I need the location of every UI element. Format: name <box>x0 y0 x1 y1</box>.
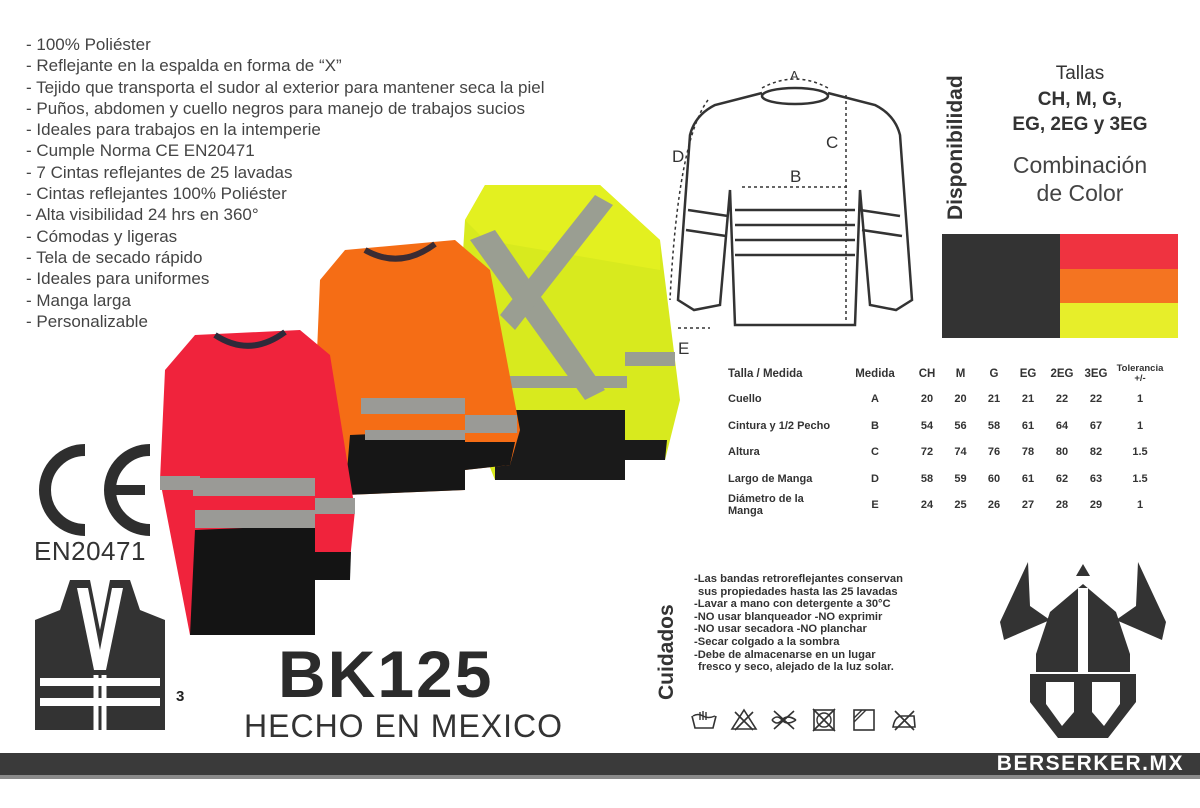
table-cell-tol: 1.5 <box>1132 446 1148 459</box>
care-icons <box>690 708 918 732</box>
table-cell-name: Cintura y 1/2 Pecho <box>728 419 831 432</box>
diagram-label-e: E <box>678 339 690 358</box>
feature-item: - Cumple Norma CE EN20471 <box>26 140 544 161</box>
table-cell-g: 76 <box>987 446 1001 459</box>
header-3eg: 3EG <box>1084 368 1108 380</box>
care-line: -Las bandas retroreflejantes conservan <box>694 573 903 585</box>
color-swatches <box>942 234 1178 338</box>
table-cell-eg2: 64 <box>1055 419 1069 432</box>
header-g: G <box>989 368 999 380</box>
table-cell-tol: 1 <box>1136 393 1144 406</box>
table-cell-eg3: 29 <box>1089 499 1103 512</box>
feature-item: - Cintas reflejantes 100% Poliéster <box>26 183 544 204</box>
table-cell-g: 21 <box>987 393 1001 406</box>
table-row <box>728 492 1167 519</box>
size-table <box>728 362 1167 519</box>
availability-title: Disponibilidad <box>944 75 967 220</box>
table-cell-measure: D <box>871 472 879 485</box>
feature-item: - Cómodas y ligeras <box>26 226 544 247</box>
care-line: -NO usar secadora -NO planchar <box>694 623 867 636</box>
table-cell-name: Altura <box>728 446 760 459</box>
header-eg: EG <box>1019 368 1037 380</box>
care-line: -Debe de almacenarse en un lugar <box>694 648 876 661</box>
header-name: Talla / Medida <box>728 368 803 380</box>
feature-item: - Ideales para trabajos en la intemperie <box>26 119 544 140</box>
swatch-orange <box>1060 269 1178 304</box>
table-cell-tol: 1.5 <box>1132 472 1148 485</box>
no-bleach-icon <box>730 708 758 732</box>
table-cell-eg3: 67 <box>1089 419 1103 432</box>
table-cell-eg2: 80 <box>1055 446 1069 459</box>
table-row <box>728 386 1167 413</box>
table-cell-g: 60 <box>987 472 1001 485</box>
table-cell-ch: 58 <box>920 472 934 485</box>
sizes-line: CH, M, G, <box>1037 89 1123 110</box>
table-cell-name: Diámetro de la Manga <box>728 493 804 518</box>
diagram-label-a: A <box>790 68 799 83</box>
no-iron-icon <box>890 708 918 732</box>
table-cell-eg2: 22 <box>1055 393 1069 406</box>
table-cell-m: 25 <box>954 499 967 512</box>
table-cell-eg: 61 <box>1021 472 1035 485</box>
table-cell-eg2: 62 <box>1055 472 1069 485</box>
safety-vest-icon <box>30 580 170 730</box>
class-label: 3 <box>176 688 185 705</box>
feature-item: - Personalizable <box>26 311 544 332</box>
viking-helmet-logo <box>990 562 1176 742</box>
color-combination-title: Combinación <box>1012 152 1148 178</box>
table-cell-eg: 21 <box>1021 393 1035 406</box>
feature-item: - 100% Poliéster <box>26 34 544 55</box>
feature-item: - Reflejante en la espalda en forma de “X” <box>26 55 544 76</box>
diagram-label-d: D <box>672 147 685 166</box>
table-cell-measure: E <box>871 499 879 512</box>
red-shirt-icon <box>160 330 355 635</box>
table-cell-eg3: 22 <box>1089 393 1103 406</box>
table-cell-measure: C <box>871 446 879 459</box>
feature-item: - 7 Cintas reflejantes de 25 lavadas <box>26 162 544 183</box>
color-combination-title: de Color <box>1036 180 1124 206</box>
header-m: M <box>955 368 966 380</box>
table-cell-eg3: 63 <box>1089 472 1103 485</box>
feature-item: - Tela de secado rápido <box>26 247 544 268</box>
header-measure: Medida <box>855 368 895 380</box>
feature-item: - Manga larga <box>26 290 544 311</box>
table-cell-m: 74 <box>954 446 967 459</box>
care-line: sus propiedades hasta las 25 lavadas <box>698 585 898 598</box>
sizes-line: EG, 2EG y 3EG <box>1012 114 1148 135</box>
feature-item: - Alta visibilidad 24 hrs en 360° <box>26 204 544 225</box>
no-wring-icon <box>770 708 798 732</box>
feature-item: - Ideales para uniformes <box>26 268 544 289</box>
care-line: -Lavar a mano con detergente a 30°C <box>694 598 891 611</box>
dry-in-shade-icon <box>850 708 878 732</box>
sizes-title: Tallas <box>1055 63 1105 84</box>
brand-site: BERSERKER.MX <box>996 752 1184 775</box>
care-line: -Secar colgado a la sombra <box>694 635 840 648</box>
table-row <box>728 466 1167 493</box>
table-header-row <box>728 362 1167 386</box>
table-cell-m: 56 <box>954 419 967 432</box>
feature-item: - Puños, abdomen y cuello negros para manejo de trabajos sucios <box>26 98 544 119</box>
hand-wash-30-icon <box>690 708 718 732</box>
shirts-image <box>155 180 695 640</box>
table-cell-g: 58 <box>987 419 1001 432</box>
table-cell-eg: 27 <box>1021 499 1035 512</box>
table-cell-measure: A <box>871 393 879 406</box>
header-ch: CH <box>918 368 936 380</box>
care-line: fresco y seco, alejado de la luz solar. <box>698 661 894 674</box>
table-cell-ch: 72 <box>920 446 934 459</box>
table-cell-eg: 78 <box>1021 446 1035 459</box>
no-tumble-dry-icon <box>810 708 838 732</box>
diagram-label-c: C <box>826 133 839 152</box>
swatch-black <box>942 234 1060 338</box>
table-cell-name: Cuello <box>728 393 762 406</box>
diagram-label-b: B <box>790 167 802 186</box>
care-title: Cuidados <box>655 604 678 700</box>
care-line: -NO usar blanqueador -NO exprimir <box>694 610 883 623</box>
table-cell-measure: B <box>871 419 879 432</box>
table-cell-m: 59 <box>954 472 967 485</box>
ce-mark-icon <box>30 440 160 540</box>
norm-label: EN20471 <box>34 536 146 566</box>
care-list <box>694 573 903 674</box>
measurement-diagram <box>660 60 930 360</box>
model-name: BK125 <box>278 637 494 711</box>
table-cell-eg: 61 <box>1021 419 1035 432</box>
table-cell-name: Largo de Manga <box>728 472 813 485</box>
table-cell-g: 26 <box>987 499 1001 512</box>
table-cell-ch: 20 <box>920 393 934 406</box>
swatch-yellow <box>1060 303 1178 338</box>
table-cell-tol: 1 <box>1136 419 1144 432</box>
table-row <box>728 413 1167 440</box>
header-tolerance: Tolerancia +/- <box>1116 363 1164 384</box>
table-cell-ch: 24 <box>920 499 934 512</box>
table-row <box>728 439 1167 466</box>
header-2eg: 2EG <box>1050 368 1074 380</box>
table-cell-eg3: 82 <box>1089 446 1103 459</box>
swatch-red <box>1060 234 1178 269</box>
feature-item: - Tejido que transporta el sudor al exterior para mantener seca la piel <box>26 77 544 98</box>
table-cell-eg2: 28 <box>1055 499 1069 512</box>
table-cell-m: 20 <box>954 393 967 406</box>
table-cell-ch: 54 <box>920 419 934 432</box>
table-cell-tol: 1 <box>1136 499 1144 512</box>
origin-label: HECHO EN MEXICO <box>244 708 564 744</box>
